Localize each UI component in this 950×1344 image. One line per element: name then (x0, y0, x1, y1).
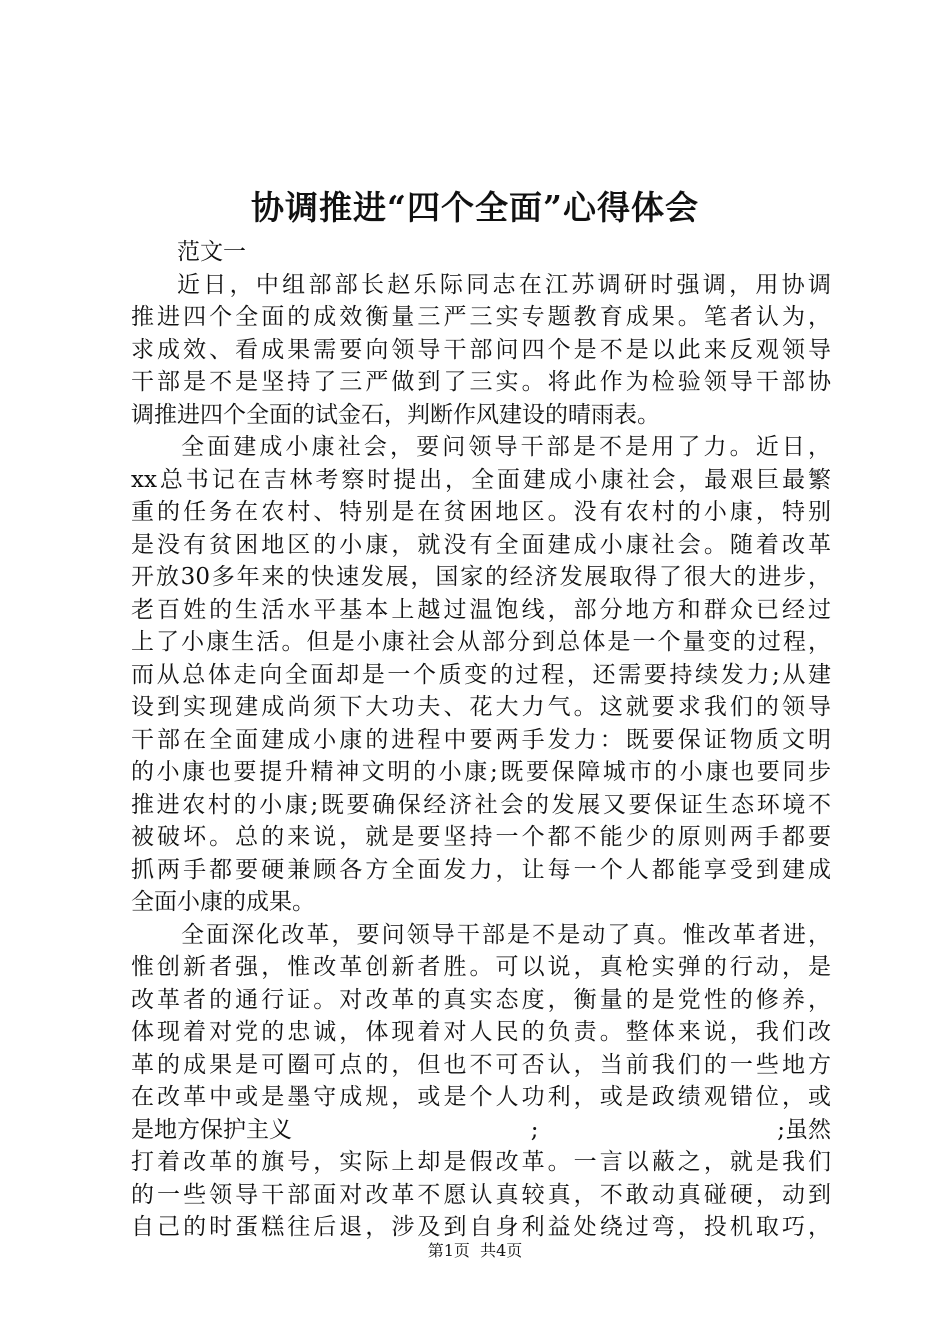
text-line: 而从总体走向全面却是一个质变的过程，还需要持续发力;从建 (131, 661, 831, 688)
text-line: 的一些领导干部面对改革不愿认真较真，不敢动真碰硬，动到 (131, 1181, 831, 1208)
text-line: 是没有贫困地区的小康，就没有全面建成小康社会。随着改革 (131, 531, 831, 558)
subheading: 范文一 (177, 239, 246, 265)
text-line: 全面深化改革，要问领导干部是不是动了真。惟改革者进， (181, 921, 831, 948)
text-line: 体现着对党的忠诚，体现着对人民的负责。整体来说，我们改 (131, 1019, 831, 1045)
document-body (131, 236, 831, 1244)
document-title: 协调推进“四个全面”心得体会 (251, 188, 699, 227)
text-line: 全面小康的成果。 (131, 889, 315, 915)
text-line: 惟创新者强，惟改革创新者胜。可以说，真枪实弹的行动，是 (131, 954, 831, 980)
text-line: 自己的时蛋糕往后退，涉及到自身利益处绕过弯，投机取巧， (131, 1214, 831, 1240)
text-line: 全面建成小康社会，要问领导干部是不是用了力。近日， (181, 434, 831, 460)
text-line: xx总书记在吉林考察时提出，全面建成小康社会，最艰巨最繁 (131, 466, 831, 493)
text-line: 革的成果是可圈可点的，但也不可否认，当前我们的一些地方 (131, 1051, 831, 1078)
text-line: 干部是不是坚持了三严做到了三实。将此作为检验领导干部协 (131, 369, 831, 395)
text-line: 老百姓的生活水平基本上越过温饱线，部分地方和群众已经过 (131, 596, 831, 623)
text-line: 改革者的通行证。对改革的真实态度，衡量的是党性的修养， (131, 986, 831, 1013)
paragraph-2 (131, 431, 831, 919)
text-fragment: ;虽然 (777, 1116, 831, 1143)
text-line: 求成效、看成果需要向领导干部问四个是不是以此来反观领导 (131, 336, 831, 363)
text-line: 打着改革的旗号，实际上却是假改革。一言以蔽之，就是我们 (131, 1149, 831, 1175)
text-line: 推进农村的小康;既要确保经济社会的发展又要保证生态环境不 (131, 791, 831, 818)
text-line: 重的任务在农村、特别是在贫困地区。没有农村的小康，特别 (131, 499, 831, 525)
text-line: 开放30多年来的快速发展，国家的经济发展取得了很大的进步， (131, 564, 831, 590)
text-line: 的小康也要提升精神文明的小康;既要保障城市的小康也要同步 (131, 759, 831, 785)
text-line: 近日，中组部部长赵乐际同志在江苏调研时强调，用协调 (177, 271, 831, 298)
text-line: 设到实现建成尚须下大功夫、花大力气。这就要求我们的领导 (131, 694, 831, 720)
text-fragment: 是地方保护主义 (131, 1116, 292, 1143)
text-line: 推进四个全面的成效衡量三严三实专题教育成果。笔者认为， (131, 304, 831, 330)
text-line: 抓两手都要硬兼顾各方全面发力，让每一个人都能享受到建成 (131, 856, 831, 883)
text-line: 被破坏。总的来说，就是要坚持一个都不能少的原则两手都要 (131, 824, 831, 850)
paragraph-3 (131, 919, 831, 1244)
text-fragment: ; (530, 1116, 539, 1143)
text-line: 干部在全面建成小康的进程中要两手发力：既要保证物质文明 (131, 726, 831, 753)
text-line: 在改革中或是墨守成规，或是个人功利，或是政绩观错位，或 (131, 1084, 831, 1110)
text-line-with-gaps (131, 1114, 831, 1147)
page-footer: 第1页 共4页 (427, 1241, 523, 1260)
paragraph-1 (131, 269, 831, 432)
text-line: 上了小康生活。但是小康社会从部分到总体是一个量变的过程， (131, 629, 831, 655)
text-line: 调推进四个全面的试金石，判断作风建设的晴雨表。 (131, 401, 660, 428)
